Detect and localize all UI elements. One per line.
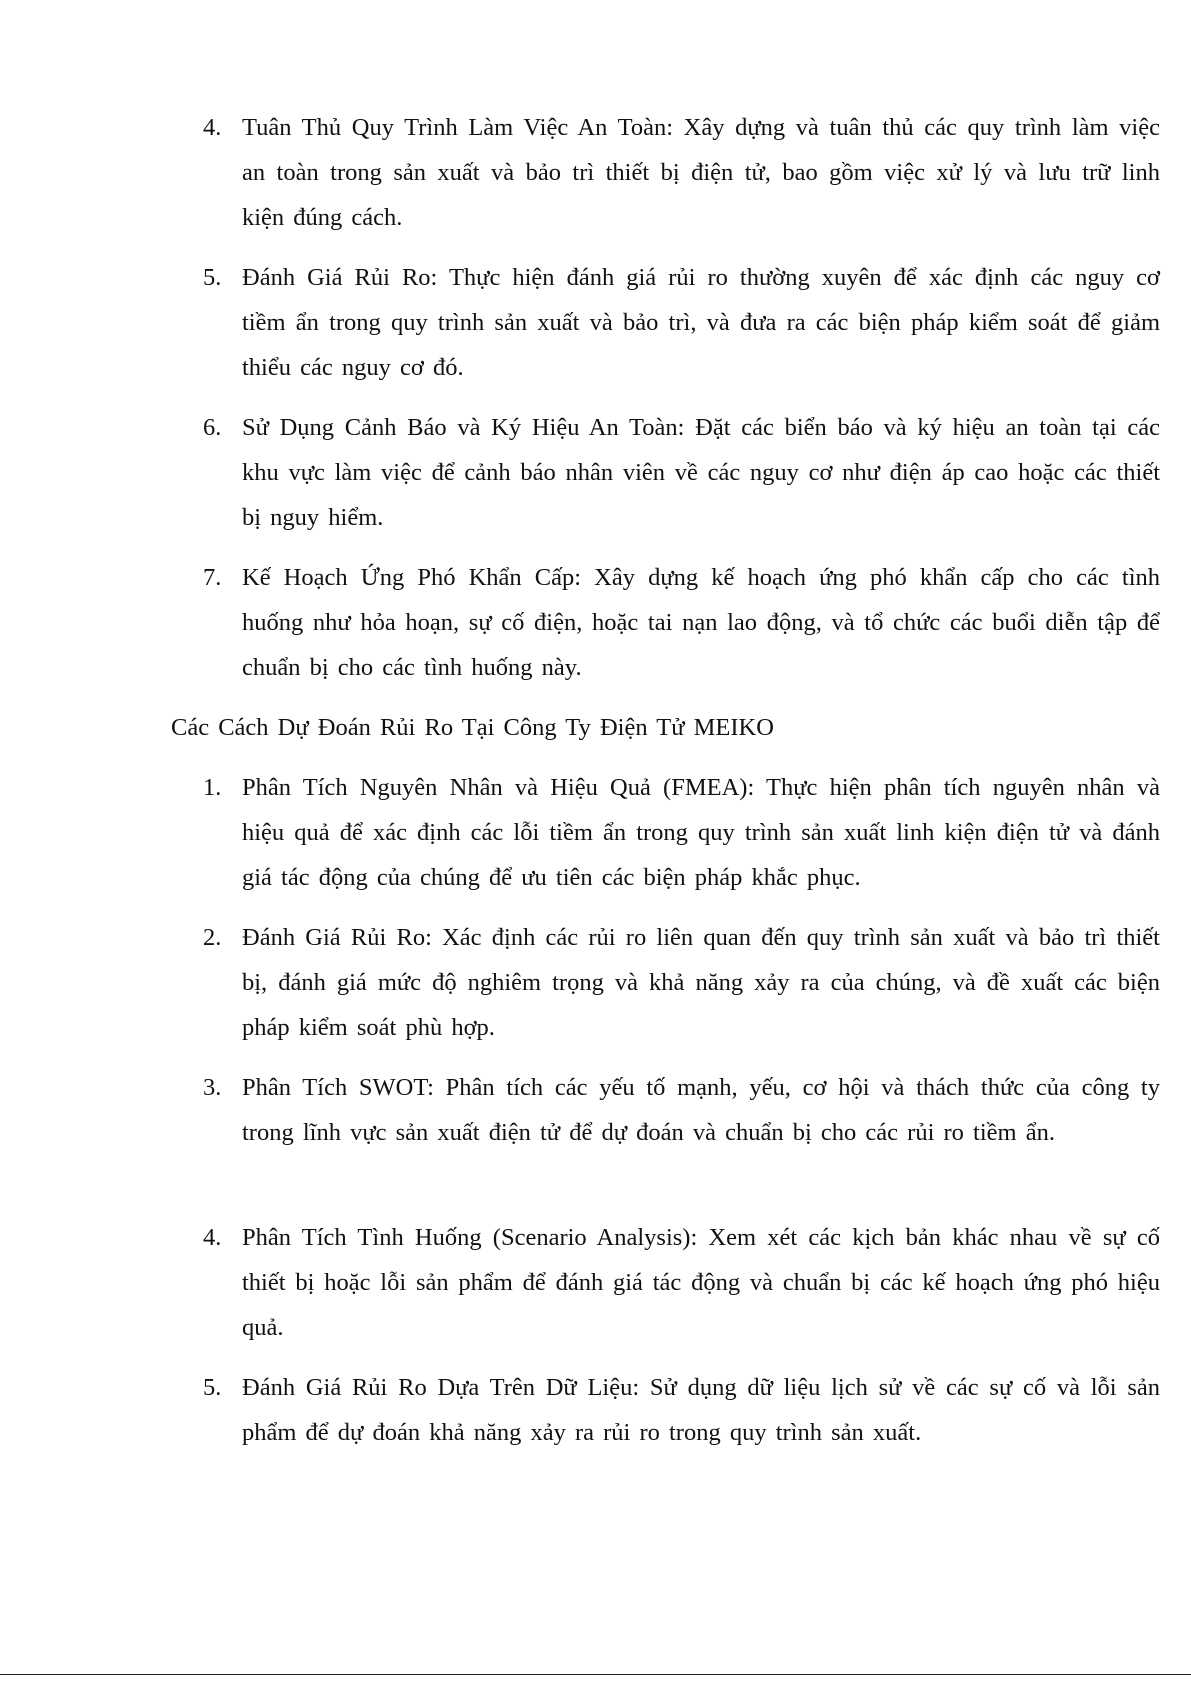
list-item-number: 6. [203, 414, 222, 441]
section-heading: Các Cách Dự Đoán Rủi Ro Tại Công Ty Điện Tử MEIKO [171, 714, 774, 741]
list-item-text: Đánh Giá Rủi Ro: Thực hiện đánh giá rủi ro thường xuyên để xác định các nguy cơ tiềm ẩn trong quy trình sản xuất và bảo trì, và đưa ra các biện pháp kiểm soát để giảm thiểu các nguy cơ đó. [242, 264, 1160, 381]
list-item-number: 1. [203, 774, 222, 801]
list-item-number: 4. [203, 1224, 222, 1251]
footer-rule [0, 1674, 1191, 1675]
list-item-number: 2. [203, 924, 222, 951]
list-item-text: Kế Hoạch Ứng Phó Khẩn Cấp: Xây dựng kế hoạch ứng phó khẩn cấp cho các tình huống như hỏa hoạn, sự cố điện, hoặc tai nạn lao động, và tổ chức các buổi diễn tập để chuẩn bị cho các tình huống này. [242, 564, 1160, 681]
list-item-number: 7. [203, 564, 222, 591]
list-item-text: Đánh Giá Rủi Ro Dựa Trên Dữ Liệu: Sử dụng dữ liệu lịch sử về các sự cố và lỗi sản phẩm để dự đoán khả năng xảy ra rủi ro trong quy trình sản xuất. [242, 1374, 1160, 1446]
list-item-number: 3. [203, 1074, 222, 1101]
list-item-number: 5. [203, 264, 222, 291]
list-item-text: Phân Tích Tình Huống (Scenario Analysis): Xem xét các kịch bản khác nhau về sự cố thiết bị hoặc lỗi sản phẩm để đánh giá tác động và chuẩn bị các kế hoạch ứng phó hiệu quả. [242, 1224, 1160, 1341]
list-item-text: Phân Tích SWOT: Phân tích các yếu tố mạnh, yếu, cơ hội và thách thức của công ty trong lĩnh vực sản xuất điện tử để dự đoán và chuẩn bị cho các rủi ro tiềm ẩn. [242, 1074, 1160, 1146]
list-item-text: Tuân Thủ Quy Trình Làm Việc An Toàn: Xây dựng và tuân thủ các quy trình làm việc an toàn trong sản xuất và bảo trì thiết bị điện tử, bao gồm việc xử lý và lưu trữ linh kiện đúng cách. [242, 114, 1160, 231]
list-item-text: Phân Tích Nguyên Nhân và Hiệu Quả (FMEA): Thực hiện phân tích nguyên nhân và hiệu quả để xác định các lỗi tiềm ẩn trong quy trình sản xuất linh kiện điện tử và đánh giá tác động của chúng để ưu tiên các biện pháp khắc phục. [242, 774, 1160, 891]
list-item-number: 4. [203, 114, 222, 141]
list-item-number: 5. [203, 1374, 222, 1401]
list-item-text: Sử Dụng Cảnh Báo và Ký Hiệu An Toàn: Đặt các biển báo và ký hiệu an toàn tại các khu vực làm việc để cảnh báo nhân viên về các nguy cơ như điện áp cao hoặc các thiết bị nguy hiểm. [242, 414, 1160, 531]
list-item-text: Đánh Giá Rủi Ro: Xác định các rủi ro liên quan đến quy trình sản xuất và bảo trì thiết bị, đánh giá mức độ nghiêm trọng và khả năng xảy ra của chúng, và đề xuất các biện pháp kiểm soát phù hợp. [242, 924, 1160, 1041]
